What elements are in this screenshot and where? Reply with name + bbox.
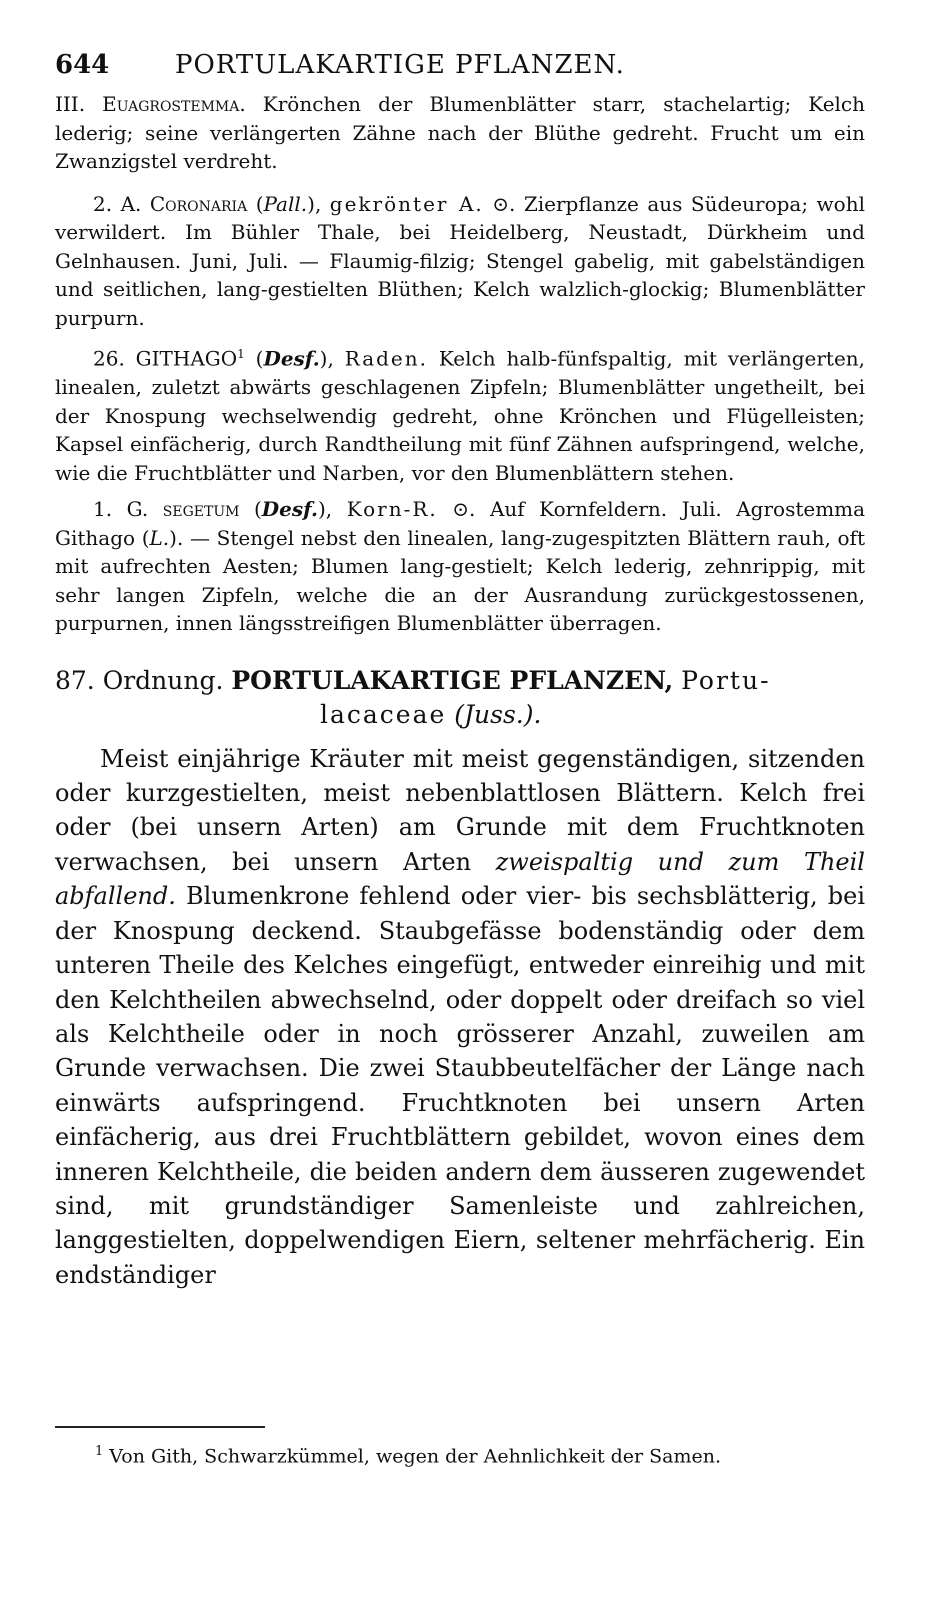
page (55, 50, 865, 1292)
order-heading (55, 664, 865, 732)
page-number: 644 (55, 50, 110, 80)
description-text-2: Blumenkrone fehlend oder vier- bis sechsblätterig, bei der Knospung deckend. Staubgefässe bodenständig oder dem unteren Theile des Kelches eingefügt, entweder einreihig und mit den Kelchtheilen abwechselnd, oder doppelt oder dreifach so viel als Kelchtheile oder in noch grösserer Anzahl, zuweilen am Grunde verwachsen. Die zwei Staubbeutelfächer der Länge nach einwärts aufspringend. Fruchtknoten bei unsern Arten einfächerig, aus drei Fruchtblättern gebildet, wovon eines dem inneren Kelchtheile, die beiden andern dem äusseren zugewendet sind, mit grundständiger Samenleiste und zahlreichen, langgestielten, doppelwendigen Eiern, seltener mehrfächerig. Ein endständiger (55, 882, 865, 1289)
order-description (55, 742, 865, 1293)
coronaria-name: Coronaria (149, 191, 248, 216)
segetum-author-close: ), (317, 497, 333, 522)
footnote-rule (55, 1426, 265, 1428)
segetum-author: Desf. (261, 497, 318, 522)
segetum-entry (55, 495, 865, 638)
githago-author-open: ( (255, 346, 264, 371)
githago-entry (55, 340, 865, 487)
section-iii-text: Krönchen der Blumenblätter starr, stachelartig; Kelch lederig; seine verlängerten Zähne nach der Blüthe gedreht. Frucht um ein Zwanzigstel verdreht. (55, 92, 866, 173)
annual-symbol-icon: ⊙. (492, 191, 516, 216)
coronaria-num: 2. A. (93, 191, 142, 216)
running-head: PORTULAKARTIGE PFLANZEN. (175, 50, 625, 80)
segetum-text-2: ). — Stengel nebst den linealen, lang-zugespitzten Blättern rauh, oft mit aufrechten Aesten; Blumen lang-gestielt; Kelch lederig, zehnrippig, mit sehr langen Zipfeln, welche die an der Ausrandung zurückgestossenen, purpurnen, innen längsstreifigen Blumenblätter überragen. (55, 525, 865, 636)
githago-author-close: ), (319, 346, 334, 371)
coronaria-common: gekrönter A. (329, 191, 484, 216)
order-author: (Juss.). (454, 699, 542, 729)
section-iii-label: III. (55, 92, 86, 116)
segetum-num: 1. G. (93, 497, 149, 522)
segetum-author-open: ( (253, 497, 262, 522)
order-prefix: 87. Ordnung. (55, 665, 224, 695)
githago-name: GITHAGO (135, 346, 238, 371)
segetum-text-1: Auf Kornfeldern. Juli. Agrostemma Githago ( (55, 497, 866, 550)
footnote-mark: 1 (95, 1444, 104, 1459)
footnote (95, 1444, 721, 1467)
section-iii-genus: Euagrostemma. (102, 92, 246, 116)
order-latin-2: lacaceae (320, 699, 447, 729)
coronaria-author-open: ( (255, 191, 264, 216)
coronaria-author-close: ), (307, 191, 322, 216)
segetum-name: segetum (162, 497, 240, 522)
githago-num: 26. (93, 346, 125, 371)
annual-symbol-icon: ⊙. (452, 497, 476, 522)
segetum-author-2: L. (149, 525, 170, 550)
coronaria-entry (55, 190, 865, 333)
section-iii (55, 90, 865, 176)
description-text-1: Meist einjährige Kräuter mit meist gegenständigen, sitzenden oder kurzgestielten, meist nebenblattlosen Blättern. Kelch frei oder (bei unsern Arten) am Grunde mit dem Fruchtknoten verwachsen, bei unsern Arten (55, 744, 865, 876)
upper-text (55, 90, 865, 638)
githago-text: Kelch halb-fünfspaltig, mit verlängerten, linealen, zuletzt abwärts geschlagenen Zipfeln; Blumenblätter ungetheilt, bei der Knospung wechselwendig gedreht, ohne Krönchen und Flügelleisten; Kapsel einfächerig, durch Randtheilung mit fünf Zähnen aufspringend, welche, wie die Fruchtblätter und Narben, vor den Blumenblättern stehen. (55, 346, 866, 485)
segetum-common: Korn-R. (346, 497, 438, 522)
order-title: PORTULAKARTIGE PFLANZEN, (231, 665, 674, 695)
githago-footnote-mark: 1 (237, 347, 245, 361)
coronaria-author: Pall. (263, 191, 308, 216)
coronaria-text: Zierpflanze aus Südeuropa; wohl verwildert. Im Bühler Thale, bei Heidelberg, Neustadt, Dürkheim und Gelnhausen. Juni, Juli. — Flaumig-filzig; Stengel gabelig, mit gabelständigen und seitlichen, lang-gestielten Blüthen; Kelch walzlich-glockig; Blumenblätter purpurn. (55, 191, 865, 330)
description-italic: zweispaltig und zum Theil abfallend. (55, 847, 865, 911)
footnote-text: Von Gith, Schwarzkümmel, wegen der Aehnlichkeit der Samen. (109, 1445, 722, 1468)
githago-author: Desf. (263, 346, 320, 371)
githago-common: Raden. (344, 346, 429, 371)
page-header (55, 50, 865, 90)
description-paragraph (55, 742, 865, 1293)
order-latin-1: Portu- (681, 665, 771, 695)
